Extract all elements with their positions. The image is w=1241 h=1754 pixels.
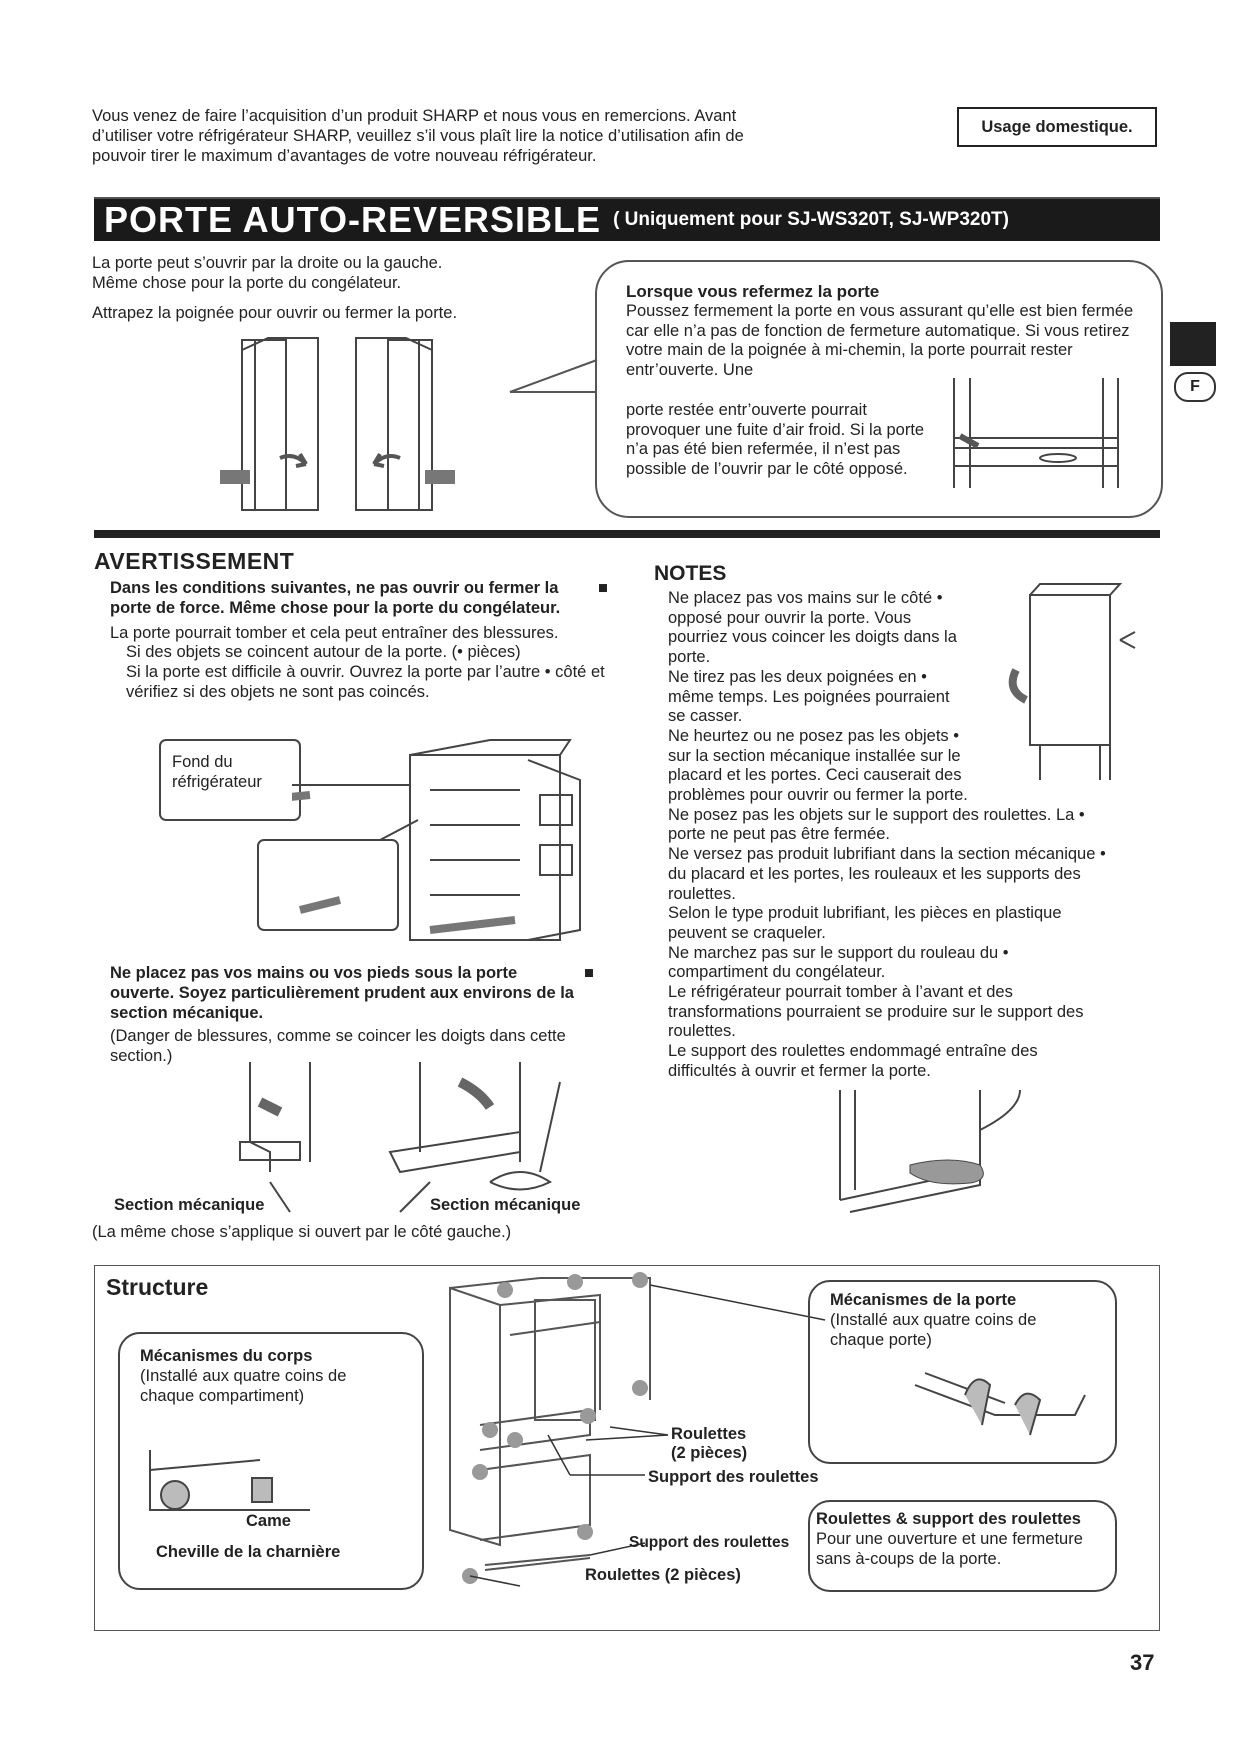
warning-item1-text: La porte pourrait tomber et cela peut entraîner des blessures. bbox=[110, 624, 559, 642]
roulettes-top-count: (2 pièces) bbox=[671, 1444, 748, 1462]
callout-label: Fond du réfrigérateur bbox=[172, 753, 262, 791]
door-mechanisms-title: Mécanismes de la porte bbox=[830, 1291, 1017, 1309]
callout-box bbox=[172, 752, 292, 812]
warning-bullet-2: ■ bbox=[584, 964, 594, 982]
warning-item1-sub1: Si des objets se coincent autour de la porte. (• pièces) bbox=[126, 643, 521, 661]
closing-text-narrow: porte restée entr’ouverte pourrait provoquer une fuite d’air froid. Si la porte n’a pas été bien refermée, il n’est pas possible de l’ouvrir par le côté opposé. bbox=[626, 401, 925, 478]
fridge-open-illustration bbox=[160, 700, 590, 960]
page-number: 37 bbox=[1130, 1650, 1155, 1675]
intro-text: Vous venez de faire l’acquisition d’un produit SHARP et nous vous en remercions. Avant d’utiliser votre réfrigérateur SHARP, veuillez s’il vous plaît lire la notice d’utilisation afin de pouvoir tirer le maximum d’avantages de votre nouveau réfrigérateur. bbox=[92, 107, 744, 165]
structure-title: Structure bbox=[106, 1274, 209, 1300]
door-intro-line3: Attrapez la poignée pour ouvrir ou fermer la porte. bbox=[92, 304, 458, 322]
roulettes-bottom-label: Roulettes (2 pièces) bbox=[585, 1566, 741, 1584]
banner-title: PORTE AUTO-REVERSIBLE bbox=[104, 199, 602, 240]
usage-badge: Usage domestique. bbox=[957, 107, 1157, 147]
warning-footer: (La même chose s’applique si ouvert par le côté gauche.) bbox=[92, 1223, 512, 1241]
closing-title: Lorsque vous refermez la porte bbox=[626, 282, 880, 301]
label-mechanical-right: Section mécanique bbox=[430, 1196, 581, 1214]
rollers-info-title: Roulettes & support des roulettes bbox=[816, 1510, 1081, 1528]
cheville-label: Cheville de la charnière bbox=[156, 1543, 341, 1561]
notes-title: NOTES bbox=[654, 562, 727, 585]
closing-text-wide: Poussez fermement la porte en vous assurant qu’elle est bien fermée car elle n’a pas de fonction de fermeture automatique. Si vous retirez votre main de la poignée à mi-chemin, la porte pourrait rester entr’ouverte. Une bbox=[626, 302, 1134, 379]
warning-title: AVERTISSEMENT bbox=[94, 548, 295, 574]
door-opening-illustration bbox=[220, 330, 510, 515]
warning-item2-text: (Danger de blessures, comme se coincer les doigts dans cette section.) bbox=[110, 1027, 566, 1065]
door-closing-illustration bbox=[948, 378, 1130, 490]
warning-item1-sub2: Si la porte est difficile à ouvrir. Ouvrez la porte par l’autre • côté et vérifiez si des objets ne sont pas coincés. bbox=[126, 663, 605, 701]
banner-subtitle: ( Uniquement pour SJ-WS320T, SJ-WP320T) bbox=[613, 209, 1009, 230]
fridge-structure-diagram bbox=[440, 1270, 860, 1610]
door-hinge-illustration bbox=[915, 1355, 1095, 1455]
door-intro-line1: La porte peut s’ouvrir par la droite ou la gauche. bbox=[92, 254, 443, 272]
warning-item2-bold: Ne placez pas vos mains ou vos pieds sous la porte ouverte. Soyez particulièrement prudent aux environs de la section mécanique. bbox=[110, 964, 574, 1022]
notes-list: Ne placez pas vos mains sur le côté • opposé pour ouvrir la porte. Vous pourriez vous coincer les doigts dans la porte. Ne tirez pas les deux poignées en • même temps. Les poignées pourraient se casser. Ne heurtez ou ne posez pas les objets • sur la section mécanique installée sur le placard et les portes. Ceci causerait des problèmes pour ouvrir ou fermer la porte. Ne posez pas les objets sur le support des roulettes. La • porte ne peut pas être fermée. Ne versez pas produit lubrifiant dans la section mécanique • du placard et les portes, les rouleaux et les supports des roulettes. Selon le type produit lubrifiant, les pièces en plastique peuvent se craqueler. Ne marchez pas sur le support du rouleau du • compartiment du congélateur. Le réfrigérateur pourrait tomber à l’avant et des transformations pourraient se produire sur le support des roulettes. Le support des roulettes endommagé entraîne des difficultés à ouvrir et fermer la porte. bbox=[668, 589, 1106, 1080]
hinge-illustration bbox=[140, 1440, 320, 1550]
door-mechanisms-sub: (Installé aux quatre coins de chaque porte) bbox=[830, 1311, 1037, 1349]
came-label: Came bbox=[246, 1512, 291, 1530]
notes-foot-illustration bbox=[830, 1090, 1040, 1220]
notes-fridge-illustration bbox=[1010, 580, 1140, 780]
language-badge: F bbox=[1174, 372, 1216, 402]
support-bottom-label: Support des roulettes bbox=[629, 1534, 790, 1551]
section-banner bbox=[94, 197, 1160, 241]
body-mechanisms-sub: (Installé aux quatre coins de chaque compartiment) bbox=[140, 1367, 347, 1405]
roulettes-top-label: Roulettes bbox=[671, 1425, 747, 1443]
warning-bullet-1: ■ bbox=[598, 579, 608, 597]
side-tab bbox=[1170, 322, 1216, 366]
rollers-info-text: Pour une ouverture et une fermeture sans à-coups de la porte. bbox=[816, 1530, 1083, 1568]
support-top-label: Support des roulettes bbox=[648, 1468, 819, 1486]
bubble-pointer bbox=[508, 358, 600, 408]
door-intro-line2: Même chose pour la porte du congélateur. bbox=[92, 274, 402, 292]
section-divider bbox=[94, 530, 1160, 538]
label-mechanical-left: Section mécanique bbox=[114, 1196, 265, 1214]
mechanical-section-illustration bbox=[230, 1062, 610, 1202]
body-mechanisms-title: Mécanismes du corps bbox=[140, 1347, 313, 1365]
warning-item1-bold: Dans les conditions suivantes, ne pas ouvrir ou fermer la porte de force. Même chose pour la porte du congélateur. bbox=[110, 579, 561, 617]
